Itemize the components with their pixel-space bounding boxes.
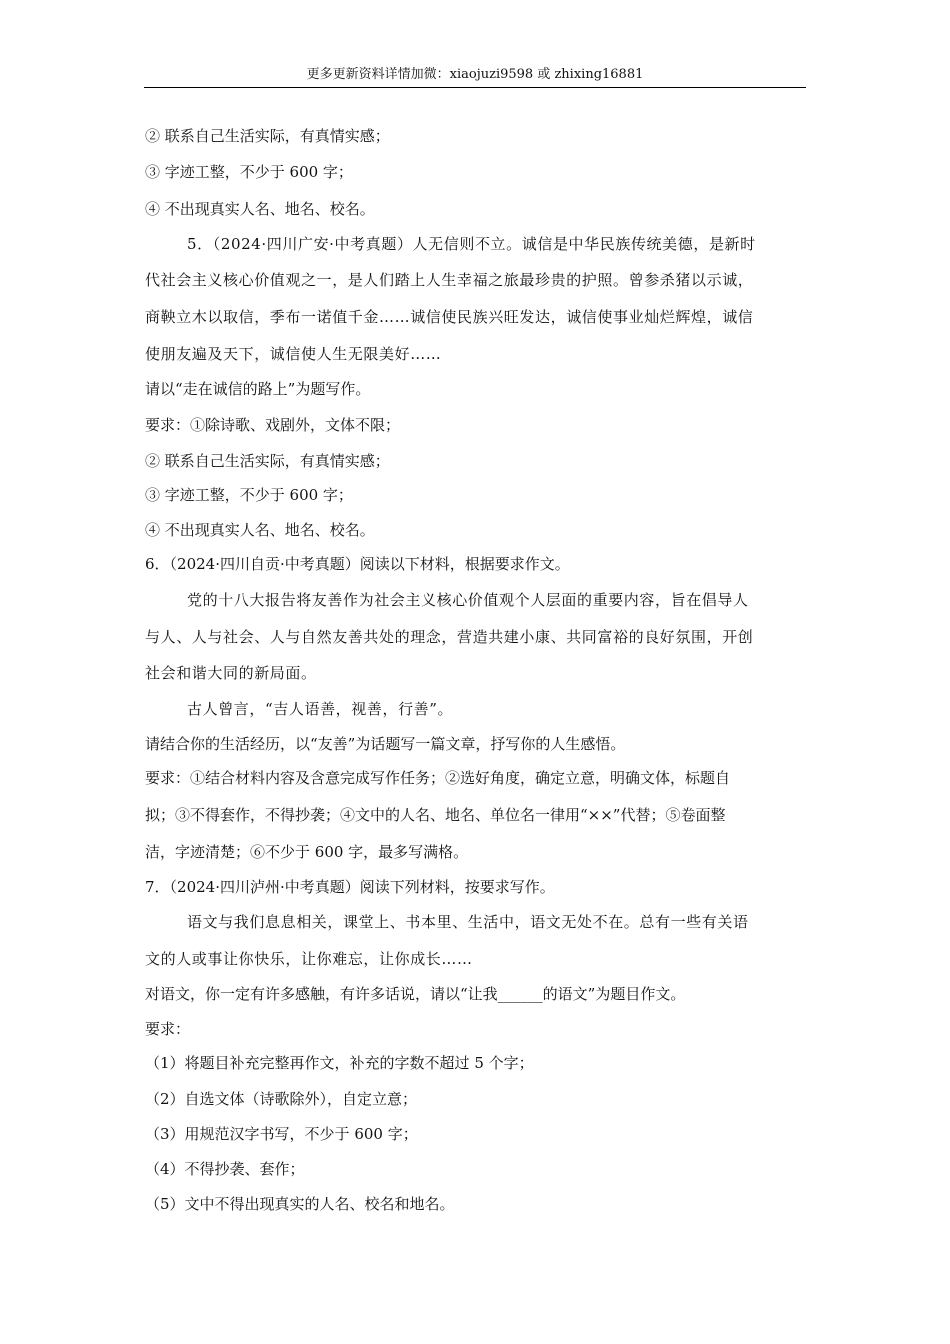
page-header: 更多更新资料详情加微：xiaojuzi9598 或 zhixing16881 bbox=[144, 66, 806, 88]
requirement-line: （4）不得抄袭、套作； bbox=[145, 1160, 305, 1178]
question-5-prompt: 使朋友遍及天下，诚信使人生无限美好…… bbox=[145, 345, 442, 363]
question-7-material: 文的人或事让你快乐，让你难忘，让你成长…… bbox=[145, 950, 473, 968]
question-7-heading: 7．（2024·四川泸州·中考真题）阅读下列材料，按要求写作。 bbox=[145, 878, 555, 896]
question-6-material: 古人曾言，“吉人语善，视善，行善”。 bbox=[187, 700, 454, 718]
question-5-prompt: 商鞅立木以取信，季布一诺值千金……诚信使民族兴旺发达，诚信使事业灿烂辉煌，诚信 bbox=[145, 308, 754, 326]
question-6-instruction: 请结合你的生活经历，以“友善”为话题写一篇文章，抒写你的人生感悟。 bbox=[145, 735, 626, 753]
requirement-line: （5）文中不得出现真实的人名、校名和地名。 bbox=[145, 1195, 455, 1213]
requirement-line: 洁，字迹清楚；⑥不少于 600 字，最多写满格。 bbox=[145, 843, 469, 861]
question-6-material: 党的十八大报告将友善作为社会主义核心价值观个人层面的重要内容，旨在倡导人 bbox=[187, 591, 749, 609]
requirement-line: 要求：①除诗歌、戏剧外，文体不限； bbox=[145, 416, 401, 434]
requirement-line: ④ 不出现真实人名、地名、校名。 bbox=[145, 200, 375, 218]
requirement-line: ③ 字迹工整，不少于 600 字； bbox=[145, 486, 353, 504]
question-5-prompt: 5．（2024·四川广安·中考真题）人无信则不立。诚信是中华民族传统美德，是新时 bbox=[187, 235, 756, 253]
requirement-line: ② 联系自己生活实际，有真情实感； bbox=[145, 452, 390, 470]
requirement-line: 拟；③不得套作，不得抄袭；④文中的人名、地名、单位名一律用“××”代替；⑤卷面整 bbox=[145, 806, 726, 824]
question-6-material: 与人、人与社会、人与自然友善共处的理念，营造共建小康、共同富裕的良好氛围，开创 bbox=[145, 628, 754, 646]
requirement-line: （1）将题目补充完整再作文，补充的字数不超过 5 个字； bbox=[145, 1054, 534, 1072]
requirement-line: ④ 不出现真实人名、地名、校名。 bbox=[145, 521, 375, 539]
question-5-prompt: 代社会主义核心价值观之一，是人们踏上人生幸福之旅最珍贵的护照。曾参杀猪以示诚， bbox=[145, 271, 754, 289]
question-6-heading: 6．（2024·四川自贡·中考真题）阅读以下材料，根据要求作文。 bbox=[145, 555, 570, 573]
requirement-line: 要求：①结合材料内容及含意完成写作任务；②选好角度，确定立意，明确文体，标题自 bbox=[145, 769, 731, 787]
requirement-line: ② 联系自己生活实际，有真情实感； bbox=[145, 127, 390, 145]
question-7-instruction: 对语文，你一定有许多感触，有许多话说，请以“让我______的语文”为题目作文。 bbox=[145, 985, 686, 1003]
question-5-instruction: 请以“走在诚信的路上”为题写作。 bbox=[145, 380, 371, 398]
requirement-line: ③ 字迹工整，不少于 600 字； bbox=[145, 163, 353, 181]
requirement-line: （3）用规范汉字书写，不少于 600 字； bbox=[145, 1125, 418, 1143]
requirement-heading: 要求： bbox=[145, 1020, 191, 1038]
question-6-material: 社会和谐大同的新局面。 bbox=[145, 664, 317, 682]
requirement-line: （2）自选文体（诗歌除外），自定立意； bbox=[145, 1090, 418, 1108]
question-7-material: 语文与我们息息相关，课堂上、书本里、生活中，语文无处不在。总有一些有关语 bbox=[187, 913, 749, 931]
